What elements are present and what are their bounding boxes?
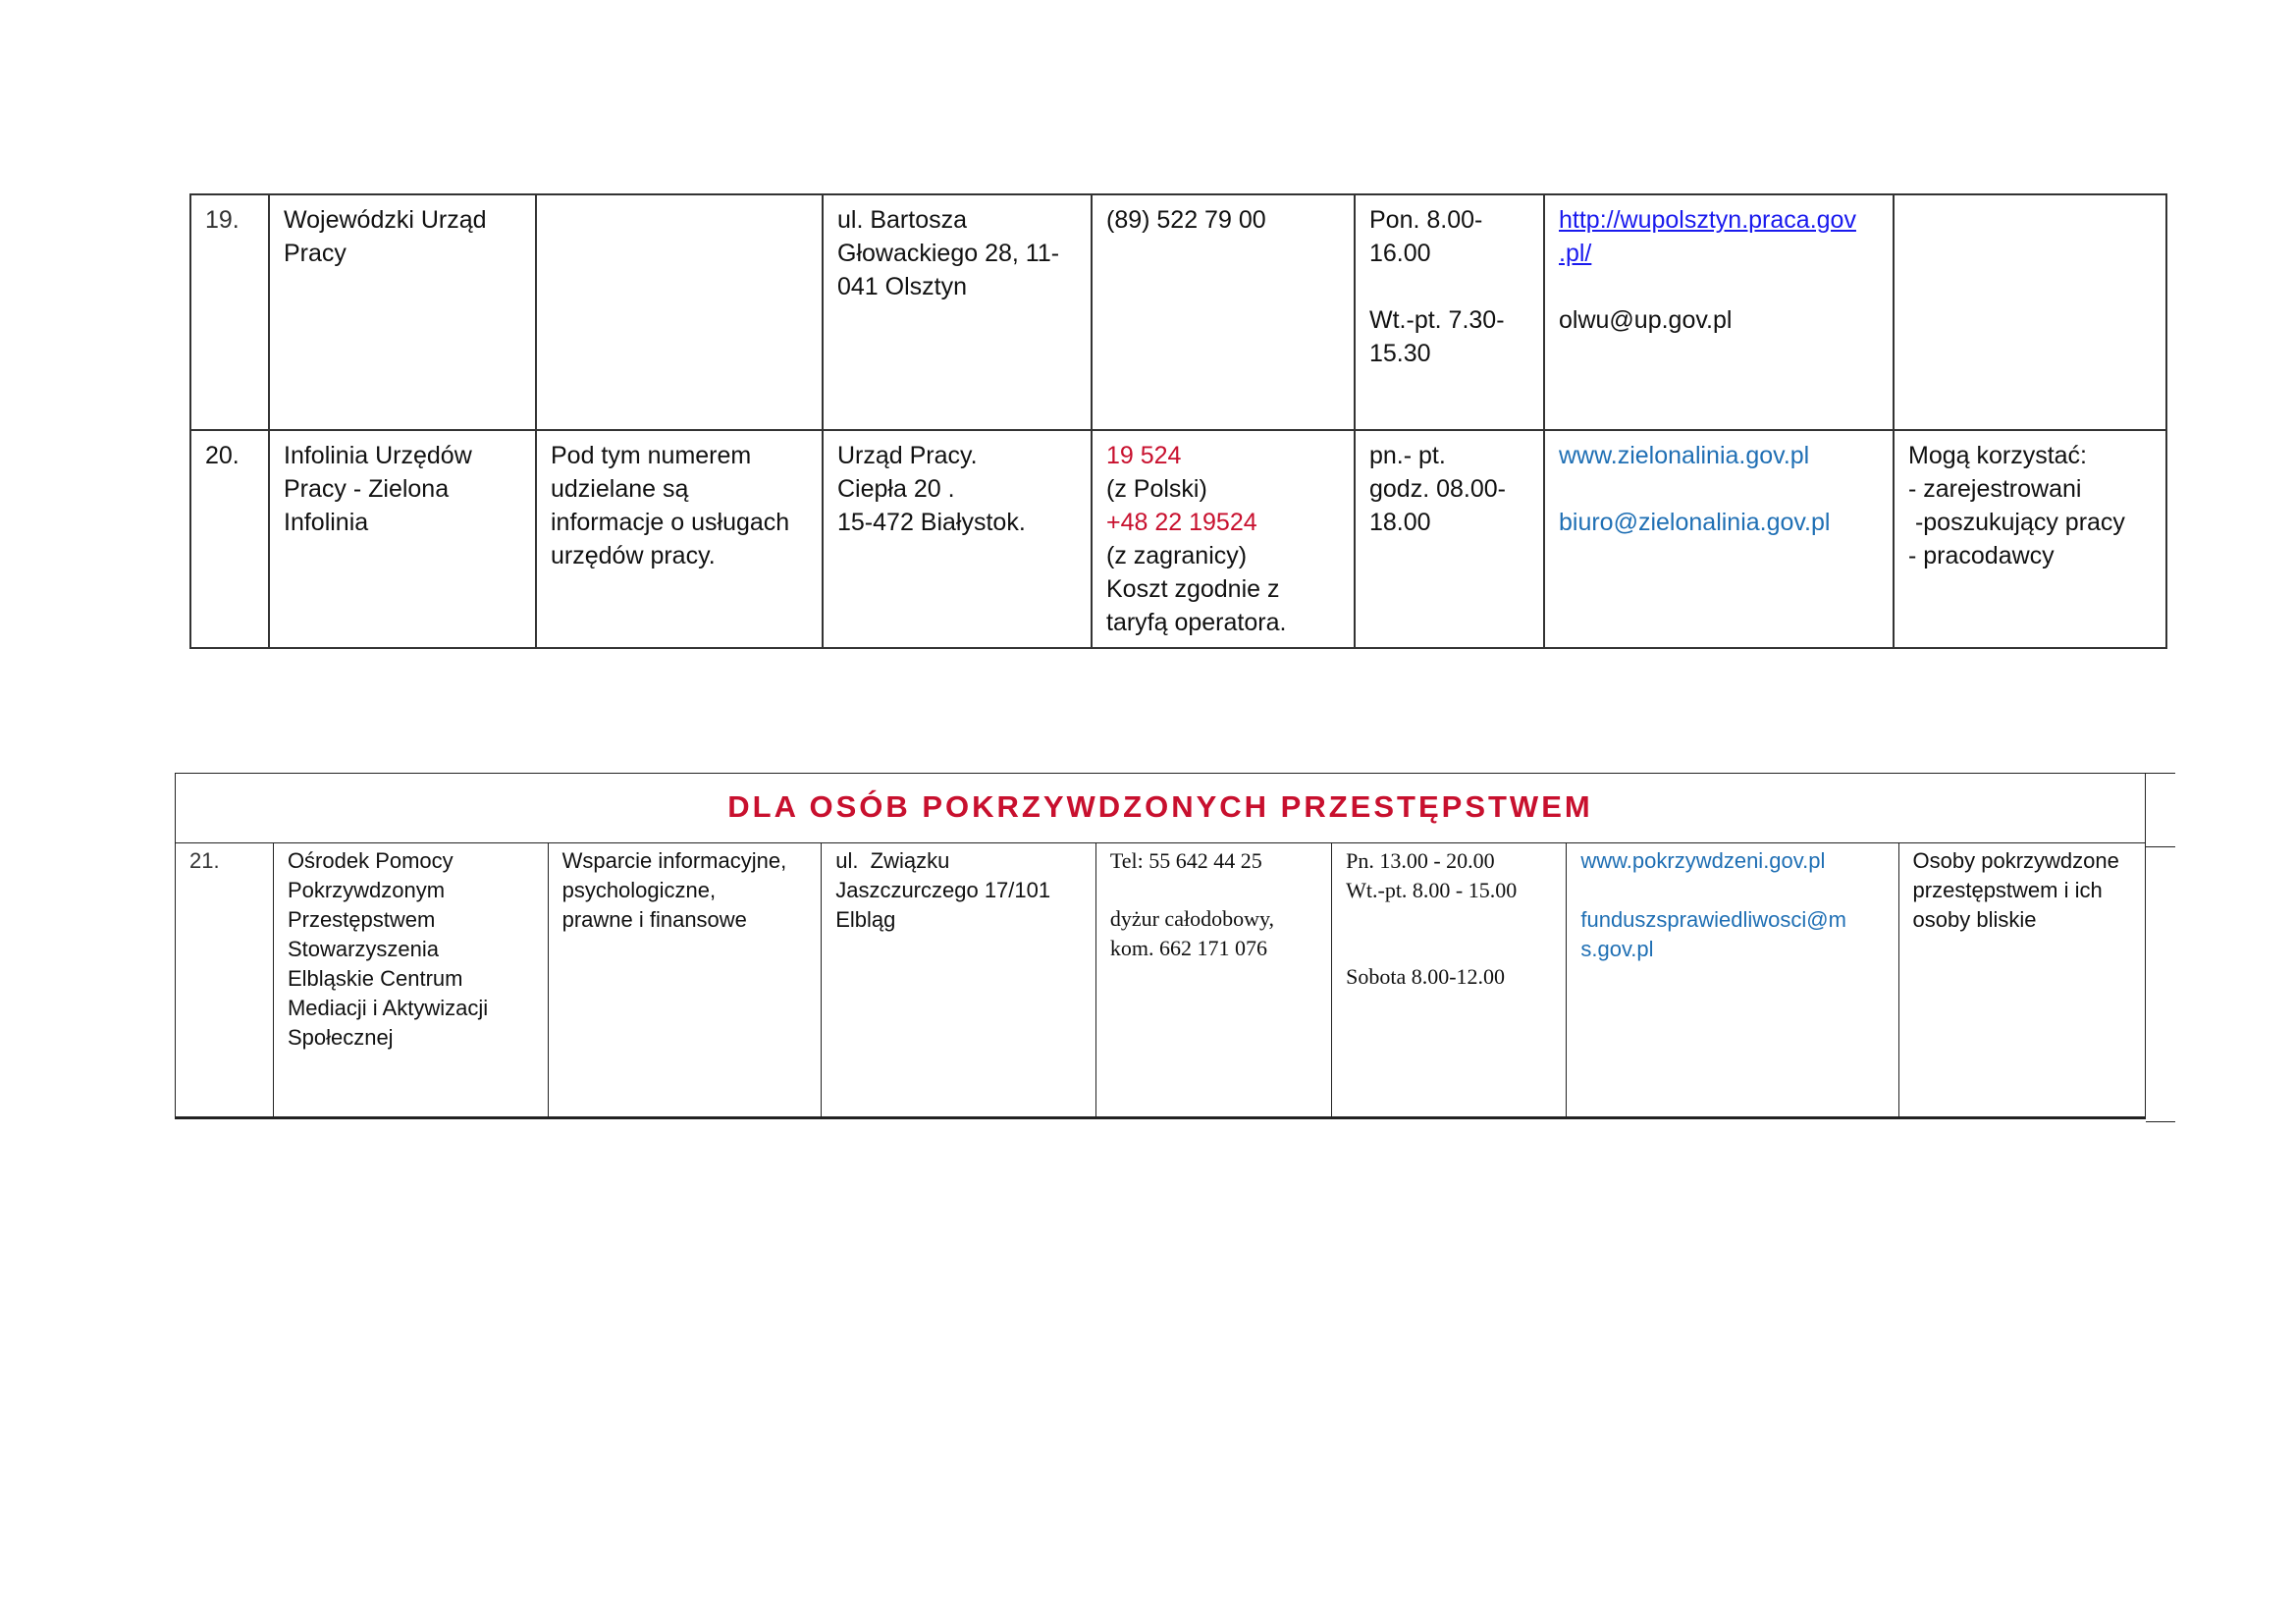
hours-line: pn.- pt. — [1369, 442, 1446, 469]
note-line: -poszukujący pracy — [1908, 509, 2125, 536]
hours-line: 16.00 — [1369, 240, 1431, 267]
name-line: Infolinia — [284, 509, 369, 536]
table-row — [176, 843, 2146, 1118]
phone-cell — [1092, 430, 1355, 648]
duty-line: kom. 662 171 076 — [1109, 936, 1267, 960]
phone-note: taryfą operatora. — [1106, 609, 1287, 636]
institution-name — [269, 430, 536, 648]
hours-cell — [1355, 430, 1544, 648]
contacts-table-2 — [175, 773, 2146, 1119]
name-line: Wojewódzki Urząd — [284, 206, 487, 234]
phone-cell — [1095, 843, 1331, 1118]
address-cell — [823, 194, 1092, 430]
notes-cell — [1894, 194, 2166, 430]
email-link[interactable]: s.gov.pl — [1580, 937, 1654, 961]
address-line: Jaszczurczego 17/101 — [835, 878, 1051, 902]
name-line: Pracy — [284, 240, 347, 267]
desc-line: urzędów pracy. — [551, 542, 716, 569]
note-line: Mogą korzystać: — [1908, 442, 2088, 469]
description-cell — [548, 843, 822, 1118]
address-line: 041 Olsztyn — [837, 273, 968, 300]
table-border-stub — [2146, 1121, 2175, 1122]
phone-cell — [1092, 194, 1355, 430]
hours-cell — [1332, 843, 1567, 1118]
desc-line: informacje o usługach — [551, 509, 790, 536]
phone-note: Koszt zgodnie z — [1106, 575, 1280, 603]
address-line: Głowackiego 28, 11- — [837, 240, 1060, 267]
name-line: Pracy - Zielona — [284, 475, 450, 503]
website-link[interactable]: www.zielonalinia.gov.pl — [1559, 442, 1810, 469]
address-line: Elbląg — [835, 907, 896, 932]
section-header — [176, 774, 2146, 843]
address-line: ul. Bartosza — [837, 206, 968, 234]
address-line: Urząd Pracy. — [837, 442, 978, 469]
duty-line: dyżur całodobowy, — [1109, 906, 1275, 931]
website-link[interactable]: .pl/ — [1559, 240, 1592, 267]
hours-line: Pon. 8.00- — [1369, 206, 1483, 234]
address-cell — [822, 843, 1096, 1118]
hours-cell — [1355, 194, 1544, 430]
institution-name — [269, 194, 536, 430]
name-line: Mediacji i Aktywizacji — [287, 996, 489, 1020]
address-line: Ciepła 20 . — [837, 475, 955, 503]
hours-line: godz. 08.00- — [1369, 475, 1506, 503]
desc-line: udzielane są — [551, 475, 689, 503]
phone-number: (89) 522 79 00 — [1106, 206, 1266, 234]
institution-name — [273, 843, 548, 1118]
desc-line: Wsparcie informacyjne, — [561, 848, 787, 873]
name-line: Stowarzyszenia — [287, 937, 440, 961]
notes-cell — [1898, 843, 2145, 1118]
note-line: przestępstwem i ich — [1912, 878, 2103, 902]
note-line: - zarejestrowani — [1908, 475, 2082, 503]
row-number: 21. — [176, 843, 274, 1118]
hours-line: Pn. 13.00 - 20.00 — [1346, 848, 1495, 873]
note-line: - pracodawcy — [1908, 542, 2055, 569]
name-line: Pokrzywdzonym — [287, 878, 446, 902]
phone-number: +48 22 19524 — [1106, 509, 1257, 536]
phone-number: Tel: 55 642 44 25 — [1109, 848, 1262, 873]
website-link[interactable]: www.pokrzywdzeni.gov.pl — [1580, 848, 1826, 873]
row-number: 19. — [190, 194, 269, 430]
row-number: 20. — [190, 430, 269, 648]
table-border-stub — [2146, 846, 2175, 847]
table-border-stub — [2146, 773, 2175, 774]
contact-cell — [1567, 843, 1898, 1118]
address-line: 15-472 Białystok. — [837, 509, 1026, 536]
name-line: Infolinia Urzędów — [284, 442, 472, 469]
phone-note: (z zagranicy) — [1106, 542, 1248, 569]
contact-cell — [1544, 194, 1894, 430]
desc-line: psychologiczne, — [561, 878, 717, 902]
hours-line: Wt.-pt. 7.30- — [1369, 306, 1505, 334]
email-link[interactable]: funduszsprawiedliwosci@m — [1580, 907, 1846, 932]
desc-line: prawne i finansowe — [561, 907, 747, 932]
section-title: DLA OSÓB POKRZYWDZONYCH PRZESTĘPSTWEM — [727, 788, 1593, 824]
hours-line: 18.00 — [1369, 509, 1431, 536]
note-line: Osoby pokrzywdzone — [1912, 848, 2119, 873]
note-line: osoby bliskie — [1912, 907, 2037, 932]
hours-line: 15.30 — [1369, 340, 1431, 367]
hours-line: Wt.-pt. 8.00 - 15.00 — [1346, 878, 1518, 902]
name-line: Przestępstwem — [287, 907, 436, 932]
email-address: olwu@up.gov.pl — [1559, 306, 1733, 334]
phone-number: 19 524 — [1106, 442, 1182, 469]
address-line: ul. Związku — [835, 848, 950, 873]
table-row — [190, 430, 2166, 648]
address-cell — [823, 430, 1092, 648]
email-link[interactable]: biuro@zielonalinia.gov.pl — [1559, 509, 1831, 536]
name-line: Elbląskie Centrum — [287, 966, 463, 991]
contact-cell — [1544, 430, 1894, 648]
table-row — [190, 194, 2166, 430]
website-link[interactable]: http://wupolsztyn.praca.gov — [1559, 206, 1856, 234]
notes-cell — [1894, 430, 2166, 648]
phone-note: (z Polski) — [1106, 475, 1207, 503]
section-header-row — [176, 774, 2146, 843]
name-line: Społecznej — [287, 1025, 394, 1050]
description-cell — [536, 430, 823, 648]
desc-line: Pod tym numerem — [551, 442, 752, 469]
contacts-table-1 — [189, 193, 2167, 649]
name-line: Ośrodek Pomocy — [287, 848, 454, 873]
description-cell — [536, 194, 823, 430]
hours-line: Sobota 8.00-12.00 — [1346, 964, 1506, 989]
